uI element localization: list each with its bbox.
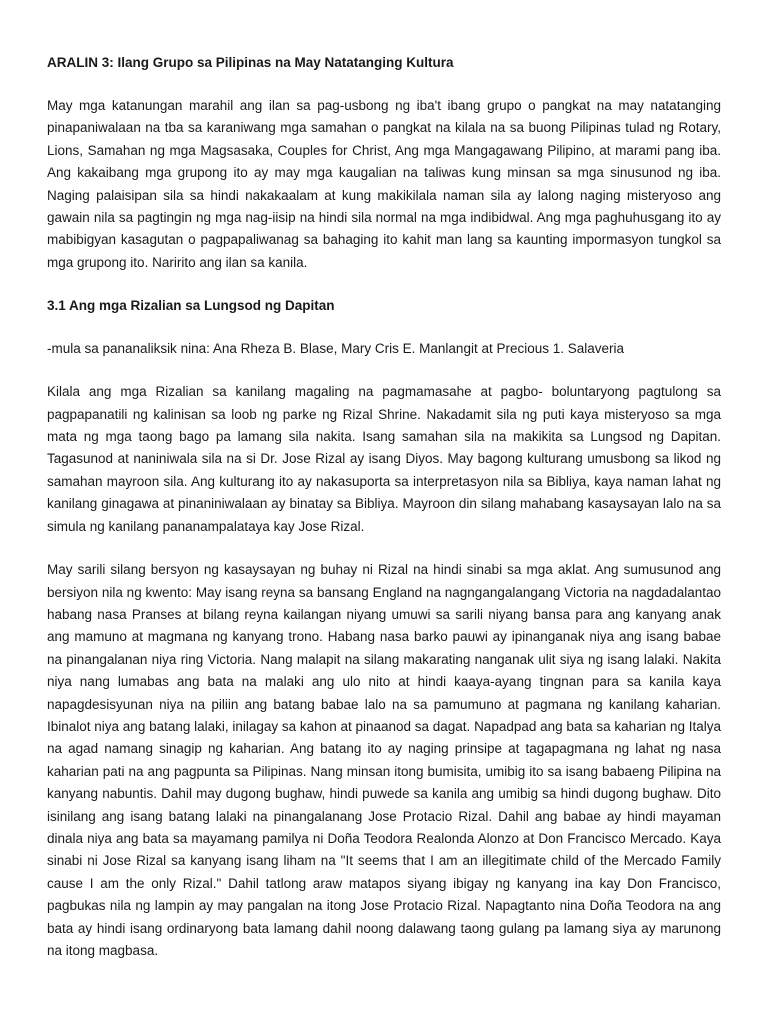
body-paragraph-2: May sarili silang bersyon ng kasaysayan ng buhay ni Rizal na hindi sinabi sa mga aklat. Ang sumusunod ang bersiyon nila ng kwento: May isang reyna sa bansang England na nagngangalangang Victoria na nagdadalantao habang nasa Pranses at bilang reyna kailangan niyang umuwi sa sarili niyang bansa para ang kanyang anak ang mamuno at magmana ng kanyang trono. Habang nasa barko pauwi ay ipinanganak niya ang isang babae na pinangalanan niya ring Victoria. Nang malapit na silang makarating nanganak ulit siya ng isang lalaki. Nakita niya nang lumabas ang bata na malaki ang ulo nito at hindi kaaya-ayang tingnan para sa kanila kaya napagdesisyunan niya na piliin ang batang babae lalo na sa pamumuno at pagmana ng kanilang kaharian. Ibinalot niya ang batang lalaki, inilagay sa kahon at pinaanod sa dagat. Napadpad ang bata sa kaharian ng Italya na agad namang sinagip ng kaharian. Ang batang ito ay naging prinsipe at tagapagmana ng lahat ng nasa kaharian pati na ang pagpunta sa Pilipinas. Nang minsan itong bumisita, umibig ito sa isang babaeng Pilipina na kanyang nabuntis. Dahil may dugong bughaw, hindi puwede sa kanila ang umibig sa hindi dugong bughaw. Dito isinilang ang isang batang lalaki na pinangalanang Jose Protacio Rizal. Dahil ang babae ay hindi mayaman dinala niya ang bata sa mayamang pamilya ni Doña Teodora Realonda Alonzo at Don Francisco Mercado. Kaya sinabi ni Jose Rizal sa kanyang isang liham na "It seems that I am an illegitimate child of the Mercado Family cause I am the only Rizal." Dahil tatlong araw matapos siyang ibigay ng kanyang ina kay Don Francisco, pagbukas nila ng lampin ay may pangalan na itong Jose Protacio Rizal. Napagtanto nina Doña Teodora na ang bata ay hindi isang ordinaryong bata lamang dahil noong dalawang taong gulang pa lamang siya ay marunong na itong magbasa.: [47, 562, 721, 958]
intro-paragraph: May mga katanungan marahil ang ilan sa pag-usbong ng iba't ibang grupo o pangkat na may natatanging pinapaniwalaan na tba sa karaniwang mga samahan o pangkat na kilala na sa buong Pilipinas tulad ng Rotary, Lions, Samahan ng mga Magsasaka, Couples for Christ, Ang mga Mangagawang Pilipino, at marami pang iba. Ang kakaibang mga grupong ito ay may mga kaugalian na taliwas kung minsan sa mga sinusunod ng iba. Naging palaisipan sila sa hindi nakakaalam at kung makikilala naman sila ay lalong naging misteryoso ang gawain nila sa pagtingin ng mga nag-iisip na hindi sila normal na mga indibidwal. Ang mga paghuhusgang ito ay mabibigyan kasagutan o pagpapaliwanag sa bahaging ito kahit man lang sa kaunting impormasyon tungkol sa mga grupong ito. Naririto ang ilan sa kanila.: [47, 98, 721, 270]
lesson-title: ARALIN 3: Ilang Grupo sa Pilipinas na May Natatanging Kultura: [47, 55, 454, 70]
section-title: 3.1 Ang mga Rizalian sa Lungsod ng Dapitan: [47, 298, 335, 314]
research-attribution: -mula sa pananaliksik nina: Ana Rheza B. Blase, Mary Cris E. Manlangit at Precious 1. Salaveria: [47, 341, 625, 357]
document-page: [47, 52, 721, 962]
body-paragraph-1: Kilala ang mga Rizalian sa kanilang magaling na pagmamasahe at pagbo- boluntaryong pagtulong sa pagpapanatili ng kalinisan sa loob ng parke ng Rizal Shrine. Nakadamit sila ng puti kaya misteryoso sa mga mata ng mga taong bago pa lamang sila nakita. Isang samahan sila na makikita sa Lungsod ng Dapitan. Tagasunod at naniniwala sila na si Dr. Jose Rizal ay isang Diyos. May bagong kulturang umusbong sa likod ng samahan mayroon sila. Ang kulturang ito ay nakasuporta sa interpretasyon nila sa Bibliya, kaya naman lahat ng kanilang ginagawa at pinaniniwalaan ay binatay sa Bibliya. Mayroon din silang mahabang kasaysayan lalo na sa simula ng kanilang pananampalataya kay Jose Rizal.: [47, 384, 721, 534]
